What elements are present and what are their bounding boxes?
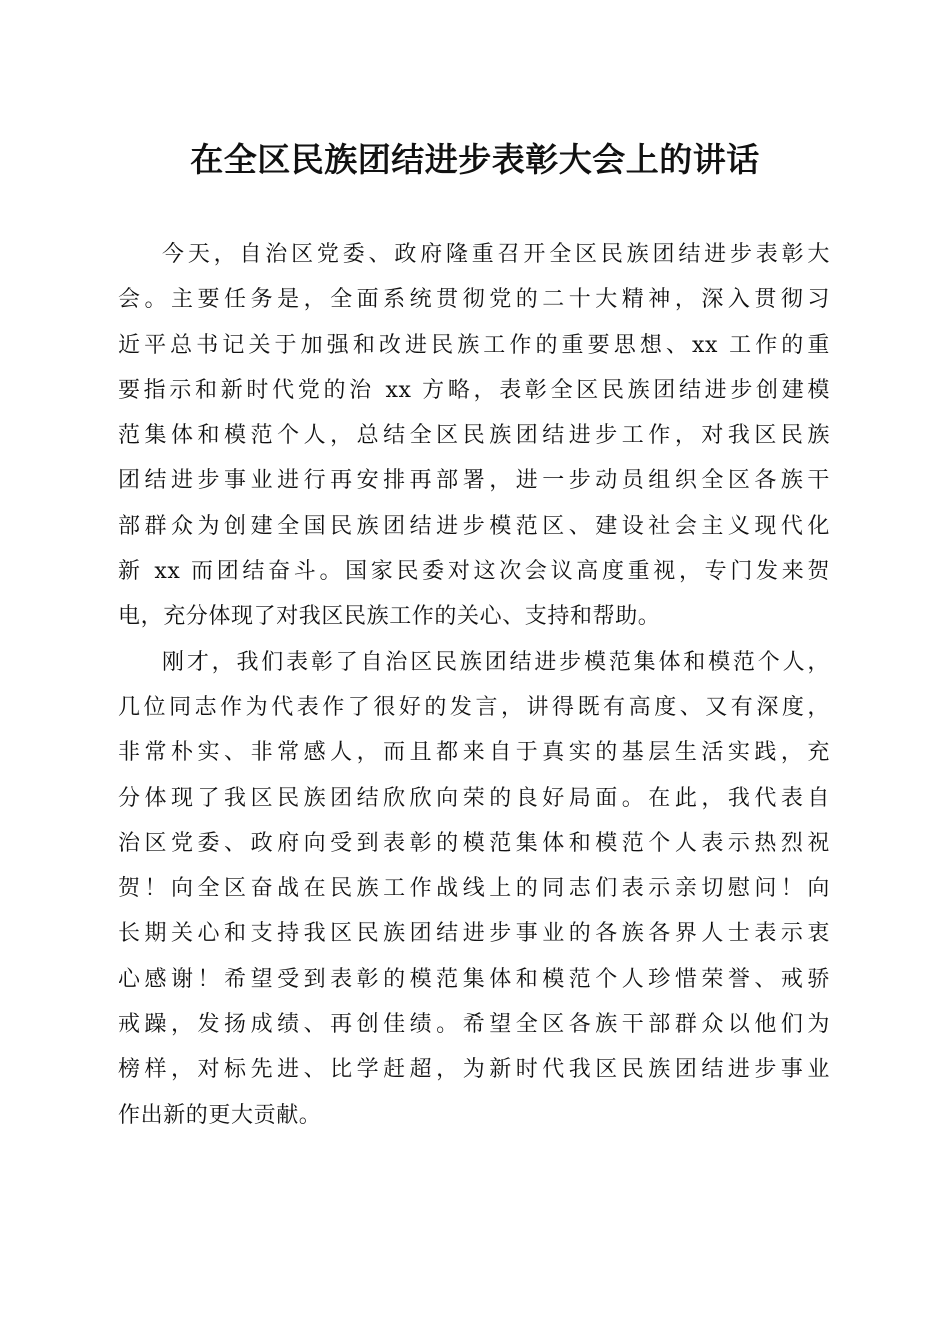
document-body — [118, 232, 830, 1138]
text-line: 近平总书记关于加强和改进民族工作的重要思想、xx 工作的重 — [118, 332, 830, 358]
paragraph-2 — [118, 640, 830, 1138]
text-line: 戒躁，发扬成绩、再创佳绩。希望全区各族干部群众以他们为 — [118, 1012, 830, 1038]
text-line: 长期关心和支持我区民族团结进步事业的各族各界人士表示衷 — [118, 921, 830, 947]
text-line: 榜样，对标先进、比学赶超，为新时代我区民族团结进步事业 — [118, 1057, 830, 1083]
text-line: 团结进步事业进行再安排再部署，进一步动员组织全区各族干 — [118, 468, 830, 494]
text-line: 非常朴实、非常感人，而且都来自于真实的基层生活实践，充 — [118, 740, 830, 766]
text-line: 心感谢！希望受到表彰的模范集体和模范个人珍惜荣誉、戒骄 — [118, 966, 830, 992]
paragraph-1 — [118, 232, 830, 640]
text-line: 部群众为创建全国民族团结进步模范区、建设社会主义现代化 — [118, 513, 830, 539]
text-line: 今天，自治区党委、政府隆重召开全区民族团结进步表彰大 — [162, 242, 830, 267]
text-line: 几位同志作为代表作了很好的发言，讲得既有高度、又有深度， — [118, 694, 830, 720]
text-line: 新 xx 而团结奋斗。国家民委对这次会议高度重视，专门发来贺 — [118, 559, 830, 585]
text-line: 分体现了我区民族团结欣欣向荣的良好局面。在此，我代表自 — [118, 785, 830, 811]
text-line: 治区党委、政府向受到表彰的模范集体和模范个人表示热烈祝 — [118, 830, 830, 856]
text-line: 作出新的更大贡献。 — [118, 1102, 322, 1128]
text-line: 要指示和新时代党的治 xx 方略，表彰全区民族团结进步创建模 — [118, 377, 830, 403]
text-line: 范集体和模范个人，总结全区民族团结进步工作，对我区民族 — [118, 423, 830, 449]
text-line: 电，充分体现了对我区民族工作的关心、支持和帮助。 — [118, 604, 661, 630]
text-line: 刚才，我们表彰了自治区民族团结进步模范集体和模范个人， — [162, 649, 830, 675]
text-line: 会。主要任务是，全面系统贯彻党的二十大精神，深入贯彻习 — [118, 287, 830, 313]
text-line: 贺！向全区奋战在民族工作战线上的同志们表示亲切慰问！向 — [118, 876, 830, 902]
document-title: 在全区民族团结进步表彰大会上的讲话 — [190, 140, 760, 179]
